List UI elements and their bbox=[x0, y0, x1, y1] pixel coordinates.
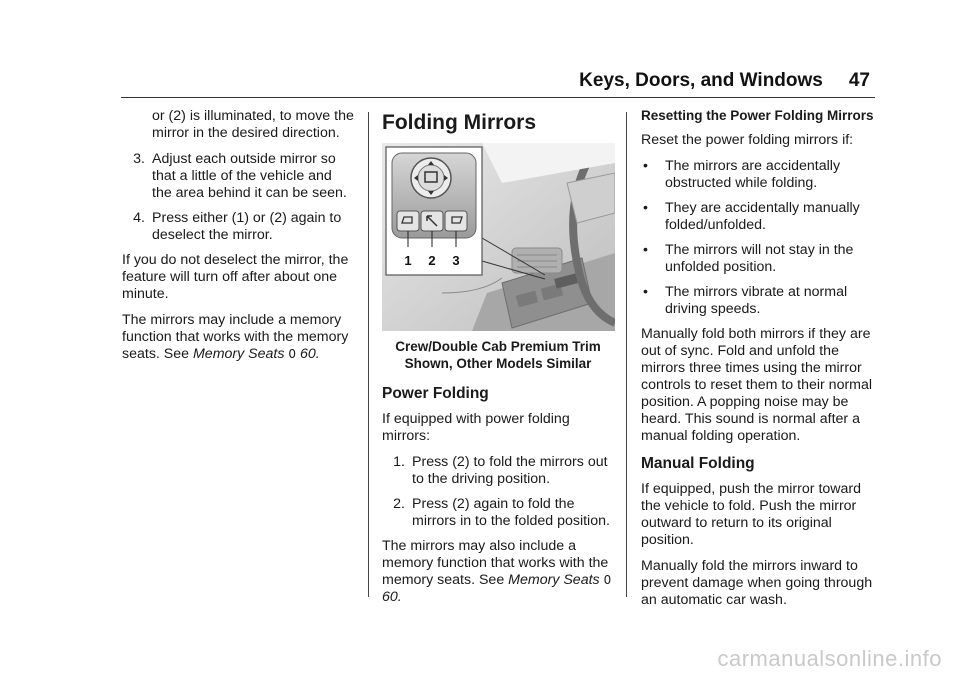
page-ref-icon: 0 bbox=[288, 347, 297, 361]
paragraph-with-ref bbox=[382, 538, 614, 606]
callout-2: 2 bbox=[428, 253, 436, 268]
paragraph: If you do not deselect the mirror, the feature will turn off after about one minute. bbox=[122, 252, 349, 302]
page-ref-number[interactable]: 60. bbox=[300, 346, 320, 362]
subsection-heading: Resetting the Power Folding Mirrors bbox=[641, 108, 874, 123]
paragraph-text: The mirrors may also include a memory function that works with the memory seats. See bbox=[382, 538, 609, 588]
bullet-icon: • bbox=[643, 158, 648, 174]
mirror-control-figure bbox=[382, 143, 615, 331]
subsection-heading: Power Folding bbox=[382, 385, 489, 402]
bullet-text: The mirrors are accidentally obstructed while folding. bbox=[665, 158, 841, 191]
paragraph: Reset the power folding mirrors if: bbox=[641, 132, 854, 148]
bullet-item bbox=[641, 242, 875, 276]
step-number: 2. bbox=[393, 496, 405, 512]
step-text: Press (2) again to fold the mirrors in to the folded position. bbox=[412, 496, 610, 529]
continued-step-text: or (2) is illuminated, to move the mirror in the desired direction. bbox=[152, 108, 354, 141]
page-ref-number[interactable]: 60. bbox=[382, 589, 402, 605]
page-header bbox=[579, 70, 870, 92]
column-left bbox=[122, 108, 354, 372]
bullet-text: They are accidentally manually folded/unfolded. bbox=[665, 200, 860, 233]
paragraph-with-ref bbox=[122, 312, 354, 363]
section-heading: Folding Mirrors bbox=[382, 111, 536, 134]
column-middle bbox=[382, 108, 614, 615]
step-item bbox=[122, 151, 354, 202]
callout-1: 1 bbox=[404, 253, 412, 268]
step-number: 4. bbox=[133, 210, 145, 226]
page-ref-icon: 0 bbox=[603, 573, 612, 587]
header-rule bbox=[121, 97, 875, 98]
step-item bbox=[382, 496, 614, 530]
figure-caption bbox=[382, 338, 614, 372]
step-item bbox=[382, 454, 614, 488]
callout-3: 3 bbox=[452, 253, 460, 268]
caption-line: Shown, Other Models Similar bbox=[404, 356, 592, 371]
bullet-icon: • bbox=[643, 284, 648, 300]
bullet-text: The mirrors vibrate at normal driving speeds. bbox=[665, 284, 848, 317]
subsection-heading: Manual Folding bbox=[641, 455, 755, 472]
column-divider-1 bbox=[368, 112, 369, 597]
watermark-text: carmanualsonline.info bbox=[717, 646, 942, 671]
cross-reference-link[interactable]: Memory Seats bbox=[192, 346, 285, 362]
paragraph: Manually fold both mirrors if they are out of sync. Fold and unfold the mirrors three times using the mirror controls to reset them to their normal position. A popping noise may be heard. This sound is normal after a manual folding operation. bbox=[641, 326, 873, 444]
bullet-icon: • bbox=[643, 200, 648, 216]
bullet-text: The mirrors will not stay in the unfolded position. bbox=[665, 242, 854, 275]
caption-line: Crew/Double Cab Premium Trim bbox=[395, 339, 601, 354]
bullet-icon: • bbox=[643, 242, 648, 258]
page-number: 47 bbox=[848, 70, 870, 91]
step-text: Press (2) to fold the mirrors out to the driving position. bbox=[412, 454, 608, 487]
column-divider-2 bbox=[626, 112, 627, 597]
paragraph: If equipped, push the mirror toward the vehicle to fold. Push the mirror outward to return to its original position. bbox=[641, 481, 862, 548]
paragraph: Manually fold the mirrors inward to prevent damage when going through an automatic car wash. bbox=[641, 558, 873, 608]
section-title: Keys, Doors, and Windows bbox=[579, 70, 823, 91]
step-number: 3. bbox=[133, 151, 145, 167]
paragraph: If equipped with power folding mirrors: bbox=[382, 411, 570, 444]
step-text: Adjust each outside mirror so that a little of the vehicle and the area behind it can be seen. bbox=[152, 151, 347, 201]
column-right bbox=[641, 108, 875, 618]
bullet-item bbox=[641, 284, 875, 318]
bullet-item bbox=[641, 200, 875, 234]
step-text: Press either (1) or (2) again to deselect the mirror. bbox=[152, 210, 342, 243]
step-number: 1. bbox=[393, 454, 405, 470]
paragraph-text: The mirrors may include a memory function that works with the memory seats. See bbox=[122, 312, 349, 362]
step-item bbox=[122, 210, 354, 244]
bullet-item bbox=[641, 158, 875, 192]
cross-reference-link[interactable]: Memory Seats bbox=[508, 572, 600, 588]
vehicle-door-illustration bbox=[382, 143, 615, 331]
